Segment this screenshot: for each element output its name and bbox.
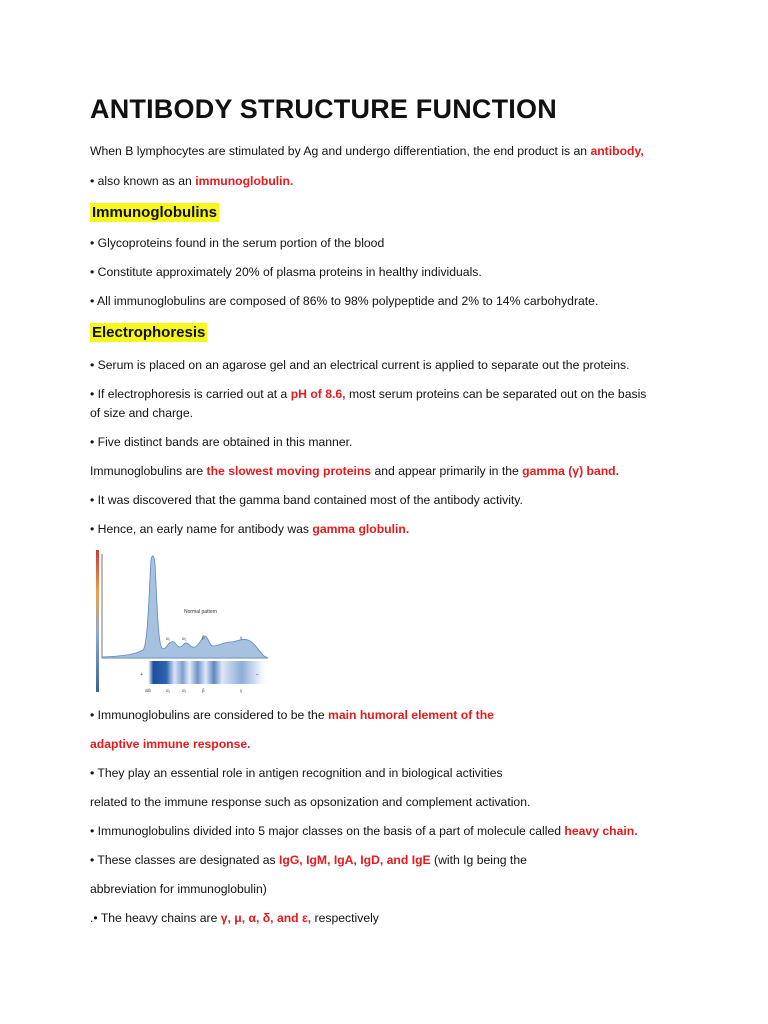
electro-b2-pre: • If electrophoresis is carried out at a — [90, 387, 291, 401]
electro-bullet-5 — [90, 520, 409, 538]
heavy-chains-line — [90, 909, 379, 927]
intro-highlight: antibody, — [590, 144, 644, 158]
peak-label-alpha2: α₂ — [182, 636, 187, 641]
electro-b5-red: gamma globulin. — [312, 522, 410, 536]
band-label-alpha1: α₁ — [166, 688, 171, 693]
aka-line — [90, 172, 293, 190]
page-title: ANTIBODY STRUCTURE FUNCTION — [90, 94, 557, 124]
immuno-bullet-2: • Constitute approximately 20% of plasma proteins in healthy individuals. — [90, 265, 482, 279]
electro-p-red2: gamma (γ) band. — [522, 464, 620, 478]
axis-colorbar — [96, 550, 99, 692]
figure-label: Normal pattern — [184, 609, 218, 615]
peak-label-alpha1: α₁ — [166, 636, 171, 641]
immuno-bullet-1: • Glycoproteins found in the serum portion of the blood — [90, 236, 385, 250]
electro-b2-red: pH of 8.6, — [290, 387, 346, 401]
humoral-pre: • Immunoglobulins are considered to be the — [90, 708, 329, 722]
electro-bullet-3: • Five distinct bands are obtained in this manner. — [90, 435, 353, 449]
designated-line — [90, 851, 527, 869]
heavy-pre: .• The heavy chains are — [90, 911, 221, 925]
abbreviation-line: abbreviation for immunoglobulin) — [90, 882, 267, 896]
aka-text: • also known as an — [90, 174, 196, 188]
band-label-alb: alb — [145, 688, 152, 693]
band-label-alpha2: α₂ — [182, 688, 187, 693]
band-label-gamma: γ — [240, 688, 243, 693]
immuno-bullet-3: • All immunoglobulins are composed of 86% to 98% polypeptide and 2% to 14% carbohydrate. — [90, 294, 599, 308]
intro-text: When B lymphocytes are stimulated by Ag and undergo differentiation, the end product is an — [90, 144, 591, 158]
electro-b2-post: most serum proteins can be separated out on the basis — [345, 387, 647, 401]
role-line-cont: related to the immune response such as opsonization and complement activation. — [90, 795, 531, 809]
designated-post: (with Ig being the — [430, 853, 527, 867]
electro-bullet-4: • It was discovered that the gamma band contained most of the antibody activity. — [90, 493, 523, 507]
role-line: • They play an essential role in antigen recognition and in biological activities — [90, 766, 503, 780]
heavy-post: respectively — [311, 911, 379, 925]
electro-bullet-1: • Serum is placed on an agarose gel and an electrical current is applied to separate out the proteins. — [90, 358, 630, 372]
electrophoresis-figure — [96, 550, 276, 696]
electro-paragraph — [90, 462, 619, 480]
adaptive-line — [90, 735, 251, 753]
gel-minus: – — [256, 672, 259, 678]
gel-plus: + — [140, 672, 143, 678]
classes-line — [90, 822, 638, 840]
heading-immunoglobulins: Immunoglobulins — [92, 204, 217, 221]
gel-strip — [104, 661, 268, 684]
classes-red: heavy chain. — [564, 824, 638, 838]
peak-label-beta: β — [202, 635, 205, 640]
aka-highlight: immunoglobulin. — [195, 174, 294, 188]
electro-bullet-2-cont: of size and charge. — [90, 406, 193, 420]
band-label-beta: β — [202, 688, 205, 693]
electro-b5-pre: • Hence, an early name for antibody was — [90, 522, 313, 536]
heavy-red: γ, μ, α, δ, and ε, — [220, 911, 312, 925]
densitometry-curve — [102, 556, 268, 658]
designated-red: IgG, IgM, IgA, IgD, and IgE — [279, 853, 431, 867]
electro-p-mid: and appear primarily in the — [371, 464, 523, 478]
intro-line — [90, 142, 644, 160]
electro-bullet-2 — [90, 385, 646, 403]
electro-p-pre: Immunoglobulins are — [90, 464, 207, 478]
humoral-line — [90, 706, 494, 724]
electro-p-red1: the slowest moving proteins — [206, 464, 372, 478]
humoral-red: main humoral element of the — [328, 708, 494, 722]
classes-pre: • Immunoglobulins divided into 5 major classes on the basis of a part of molecule called — [90, 824, 565, 838]
designated-pre: • These classes are designated as — [90, 853, 279, 867]
heading-electrophoresis: Electrophoresis — [92, 324, 206, 341]
peak-label-gamma: γ — [240, 635, 243, 640]
adaptive-red: adaptive immune response. — [90, 737, 251, 751]
